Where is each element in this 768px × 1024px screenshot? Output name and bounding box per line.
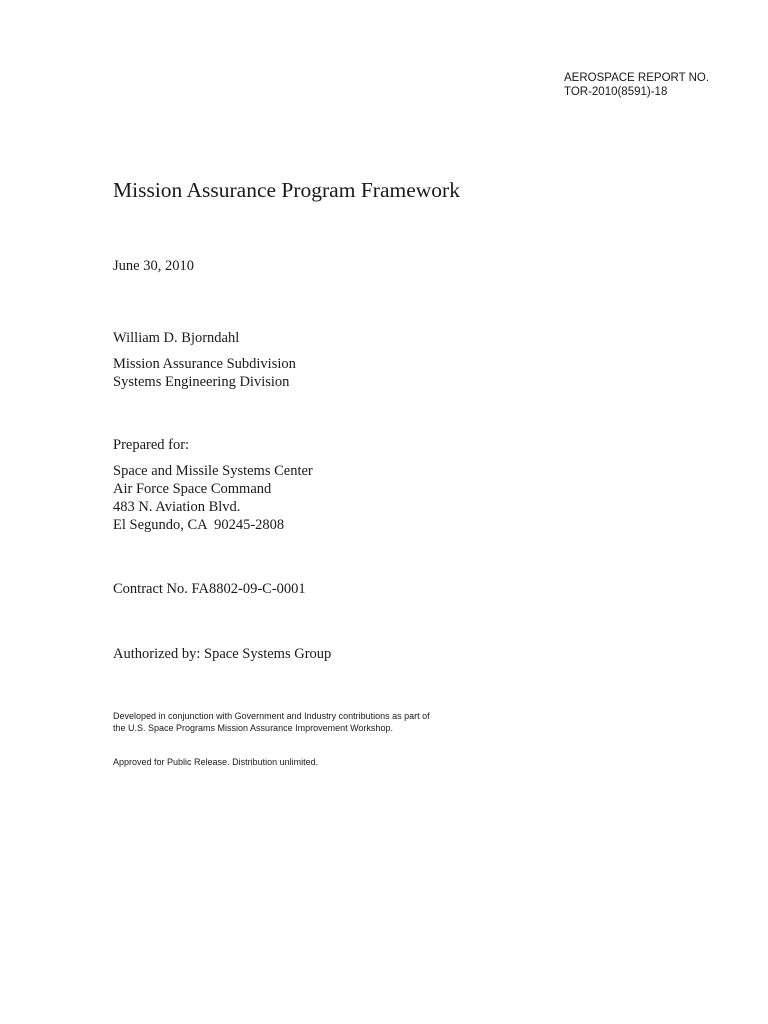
org-division: Systems Engineering Division: [113, 374, 290, 390]
address-line: 483 N. Aviation Blvd.: [113, 499, 241, 515]
address-line: Space and Missile Systems Center: [113, 463, 313, 479]
development-note-line: Developed in conjunction with Government and Industry contributions as part of: [113, 711, 430, 721]
author-organization: [113, 355, 296, 391]
prepared-for-address: [113, 462, 313, 534]
prepared-for-label: Prepared for:: [113, 437, 190, 453]
authorized-by: Authorized by: Space Systems Group: [113, 646, 332, 662]
author-name: William D. Bjorndahl: [113, 330, 240, 346]
report-number-value: TOR-2010(8591)-18: [564, 86, 668, 98]
org-subdivision: Mission Assurance Subdivision: [113, 356, 296, 372]
address-line: Air Force Space Command: [113, 481, 272, 497]
report-number: [564, 71, 709, 99]
document-date: June 30, 2010: [113, 258, 194, 274]
release-statement: Approved for Public Release. Distribution unlimited.: [113, 757, 319, 767]
report-number-label: AEROSPACE REPORT NO.: [564, 72, 710, 84]
contract-number: Contract No. FA8802-09-C-0001: [113, 581, 306, 597]
development-note-line: the U.S. Space Programs Mission Assurance Improvement Workshop.: [113, 723, 393, 733]
address-line: El Segundo, CA 90245-2808: [113, 517, 285, 533]
document-title: Mission Assurance Program Framework: [113, 178, 460, 202]
development-note: [113, 710, 430, 734]
